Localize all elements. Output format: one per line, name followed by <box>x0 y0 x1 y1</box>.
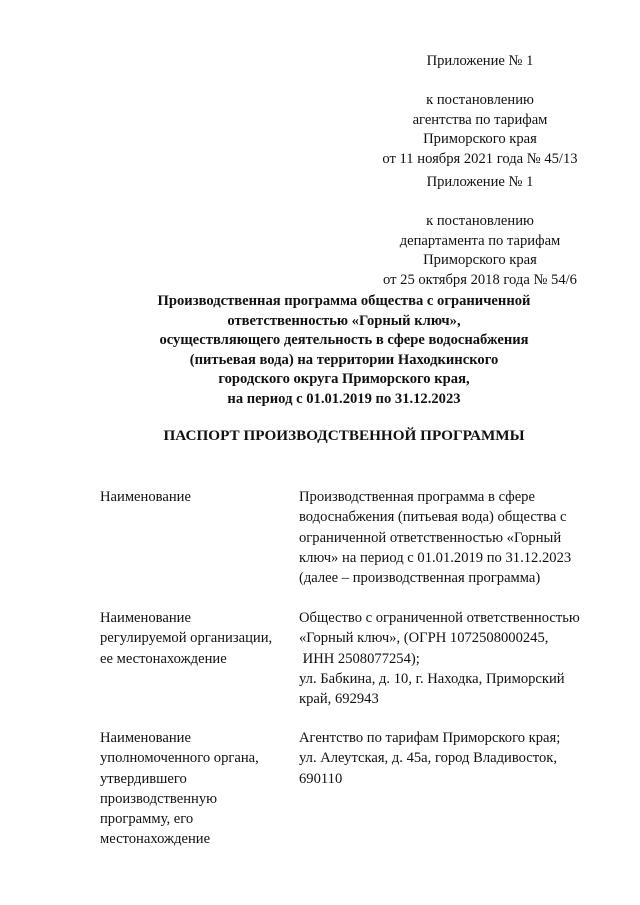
appendix-line: от 25 октября 2018 года № 54/6 <box>383 271 577 288</box>
value-line: ключ» на период с 01.01.2019 по 31.12.2023 <box>299 549 572 566</box>
label-line: местонахождение <box>100 831 211 848</box>
title-line: городского округа Приморского края, <box>218 371 470 388</box>
document-title <box>100 292 588 410</box>
appendix-line: к постановлению <box>426 213 534 230</box>
appendix-line: Приморского края <box>423 252 537 269</box>
value-line: ИНН 2508077254); <box>299 650 420 667</box>
row-value <box>299 728 591 789</box>
title-line: на период с 01.01.2019 по 31.12.2023 <box>227 390 461 407</box>
row-label <box>100 728 290 850</box>
appendix-line: департамента по тарифам <box>399 232 561 249</box>
label-line: программу, его <box>100 811 194 828</box>
row-value <box>299 608 591 709</box>
value-line: «Горный ключ», (ОГРН 1072508000245, <box>299 630 549 647</box>
title-line: осуществляющего деятельность в сфере водоснабжения <box>159 332 529 349</box>
value-line: ул. Алеутская, д. 45а, город Владивосток, <box>299 750 557 767</box>
appendix-line: Приморского края <box>423 131 537 148</box>
appendix-2-header <box>380 173 580 291</box>
appendix-title: Приложение № 1 <box>426 174 534 190</box>
row-label <box>100 608 290 669</box>
value-line: 690110 <box>299 770 343 787</box>
label-line: Наименование <box>100 489 191 505</box>
title-line: Производственная программа общества с ограниченной <box>157 293 531 309</box>
value-line: Производственная программа в сфере <box>299 489 535 505</box>
passport-heading: ПАСПОРТ ПРОИЗВОДСТВЕННОЙ ПРОГРАММЫ <box>163 427 525 444</box>
title-line: (питьевая вода) на территории Находкинского <box>189 351 499 368</box>
value-line: Общество с ограниченной ответственностью <box>299 610 580 626</box>
label-line: производственную <box>100 790 218 807</box>
label-line: утвердившего <box>100 770 187 787</box>
value-line: ограниченной ответственностью «Горный <box>299 529 562 546</box>
spacer <box>380 193 580 213</box>
label-line: Наименование <box>100 730 191 746</box>
label-line: Наименование <box>100 610 191 626</box>
row-label <box>100 487 290 507</box>
appendix-line: от 11 ноября 2021 года № 45/13 <box>382 150 578 167</box>
value-line: (далее – производственная программа) <box>299 570 541 587</box>
value-line: ул. Бабкина, д. 10, г. Находка, Приморский <box>299 670 565 687</box>
appendix-line: агентства по тарифам <box>412 111 548 128</box>
appendix-title: Приложение № 1 <box>426 53 534 69</box>
value-line: Агентство по тарифам Приморского края; <box>299 730 561 746</box>
spacer <box>380 72 580 92</box>
label-line: уполномоченного органа, <box>100 750 259 767</box>
value-line: водоснабжения (питьевая вода) общества с <box>299 509 567 526</box>
label-line: регулируемой организации, <box>100 630 273 647</box>
appendix-1-header <box>380 52 580 170</box>
label-line: ее местонахождение <box>100 650 227 667</box>
row-value <box>299 487 591 588</box>
value-line: край, 692943 <box>299 691 379 708</box>
appendix-line: к постановлению <box>426 92 534 109</box>
title-line: ответственностью «Горный ключ», <box>227 312 461 329</box>
